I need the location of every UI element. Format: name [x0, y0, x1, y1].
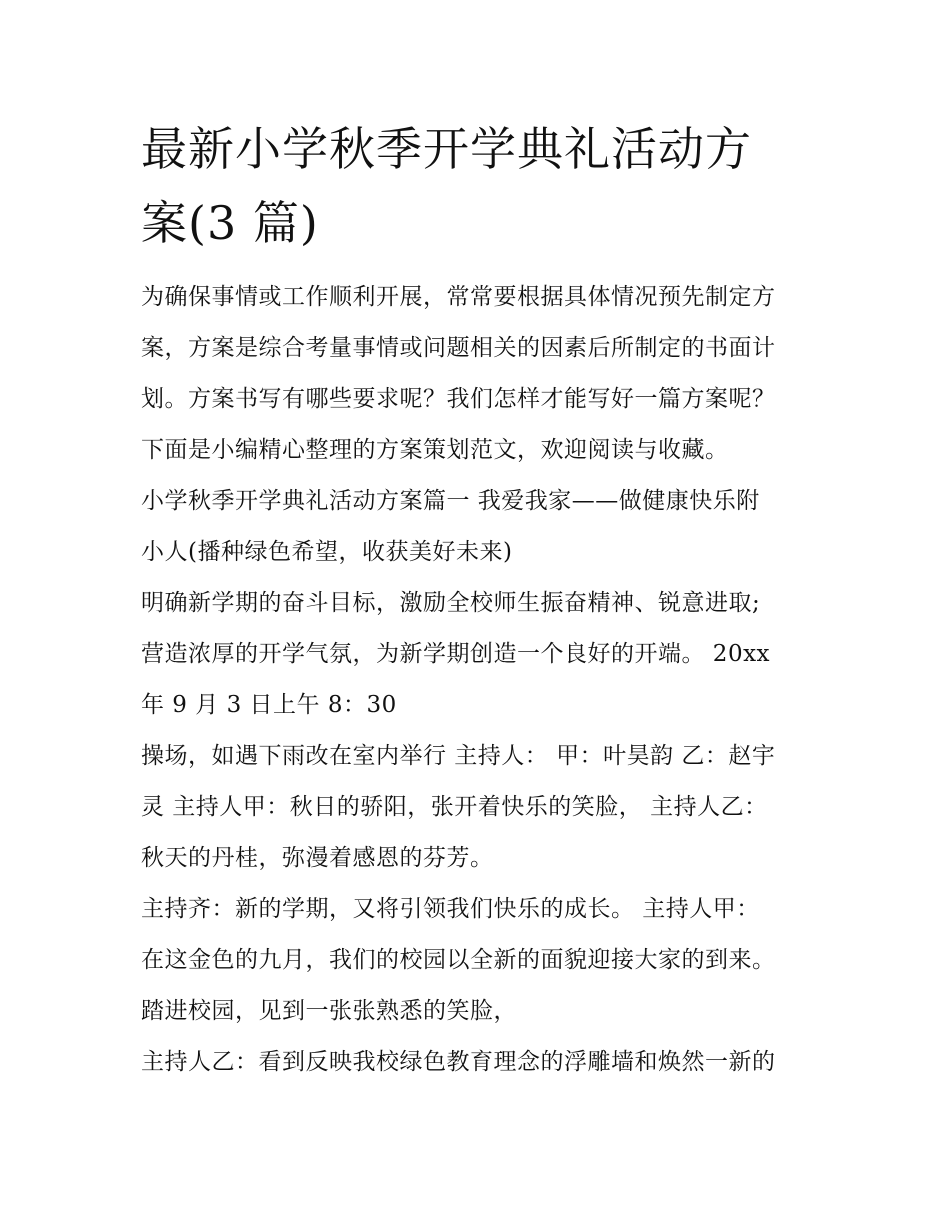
body-line: 操场，如遇下雨改在室内举行 主持人： 甲：叶昊韵 乙：赵宇: [141, 743, 776, 769]
body-line: 案，方案是综合考量事情或问题相关的因素后所制定的书面计: [141, 335, 776, 361]
body-line: 年 9 月 3 日上午 8：30: [141, 692, 397, 718]
body-line: 为确保事情或工作顺利开展，常常要根据具体情况预先制定方: [141, 284, 776, 310]
body-line: 下面是小编精心整理的方案策划范文，欢迎阅读与收藏。: [141, 437, 729, 463]
title-line-2: 案(3 篇): [141, 196, 319, 250]
body-line: 小学秋季开学典礼活动方案篇一 我爱我家——做健康快乐附: [141, 488, 760, 514]
document-title: [141, 112, 821, 260]
body-line: 主持齐：新的学期，又将引领我们快乐的成长。 主持人甲：: [141, 896, 760, 922]
body-line: 灵 主持人甲：秋日的骄阳，张开着快乐的笑脸， 主持人乙：: [141, 794, 768, 820]
body-line: 划。方案书写有哪些要求呢？我们怎样才能写好一篇方案呢？: [141, 386, 776, 412]
document-body: [141, 272, 821, 1088]
body-line: 秋天的丹桂，弥漫着感恩的芬芳。: [141, 845, 494, 871]
title-line-1: 最新小学秋季开学典礼活动方: [141, 122, 752, 176]
body-line: 营造浓厚的开学气氛，为新学期创造一个良好的开端。 20xx: [141, 641, 771, 667]
document-content: [141, 112, 821, 1088]
body-line: 踏进校园，见到一张张熟悉的笑脸，: [141, 998, 517, 1024]
body-line: 在这金色的九月，我们的校园以全新的面貌迎接大家的到来。: [141, 947, 776, 973]
body-line: 主持人乙：看到反映我校绿色教育理念的浮雕墙和焕然一新的: [141, 1049, 776, 1075]
body-line: 明确新学期的奋斗目标，激励全校师生振奋精神、锐意进取;: [141, 590, 761, 616]
body-line: 小人(播种绿色希望，收获美好未来): [141, 539, 513, 565]
